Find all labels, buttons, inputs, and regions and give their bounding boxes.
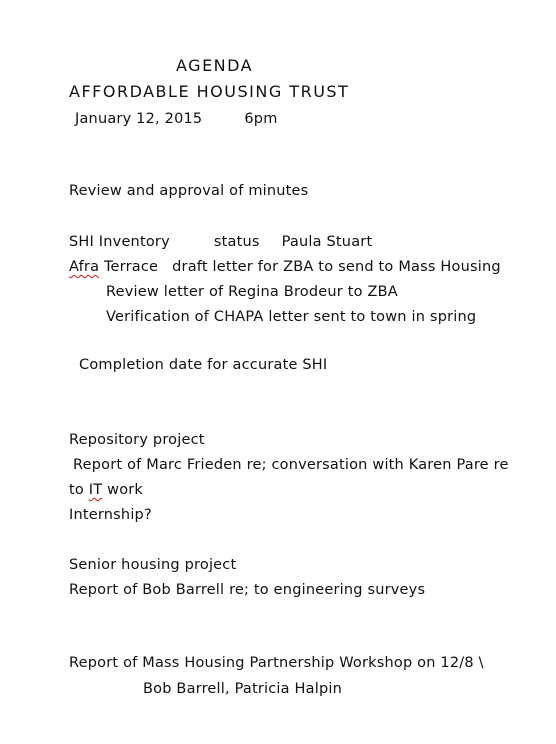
review-letter-line: Review letter of Regina Brodeur to ZBA: [106, 284, 398, 300]
meeting-date: January 12, 2015: [75, 111, 203, 127]
meeting-time: 6pm: [244, 111, 278, 127]
verification-line: Verification of CHAPA letter sent to town in spring: [106, 309, 477, 325]
workshop-report: Report of Mass Housing Partnership Workshop on 12/8 \: [69, 655, 484, 671]
repository-report-line1: Report of Marc Frieden re; conversation with Karen Pare re: [73, 457, 509, 473]
workshop-people: Bob Barrell, Patricia Halpin: [143, 681, 342, 697]
report-to: to: [69, 482, 84, 498]
shi-inventory-line: [69, 232, 372, 252]
afra-word: Afra: [69, 259, 100, 275]
afra-detail: draft letter for ZBA to send to Mass Housing: [172, 259, 501, 275]
repository-title: Repository project: [69, 432, 205, 448]
shi-person: Paula Stuart: [281, 234, 373, 250]
repository-report-line2: [69, 480, 143, 500]
agenda-title: AGENDA: [176, 56, 254, 75]
afra-terrace-line: [69, 257, 501, 277]
report-work: work: [107, 482, 144, 498]
org-title: AFFORDABLE HOUSING TRUST: [69, 82, 350, 101]
completion-line: Completion date for accurate SHI: [79, 357, 328, 373]
senior-title: Senior housing project: [69, 557, 237, 573]
afra-rest: Terrace: [103, 259, 159, 275]
report-it: IT: [88, 482, 103, 498]
agenda-item-minutes: Review and approval of minutes: [69, 183, 309, 199]
shi-status: status: [213, 234, 260, 250]
senior-report: Report of Bob Barrell re; to engineering surveys: [69, 582, 426, 598]
meeting-datetime: [75, 109, 278, 129]
shi-title: SHI Inventory: [69, 234, 170, 250]
internship-line: Internship?: [69, 507, 152, 523]
